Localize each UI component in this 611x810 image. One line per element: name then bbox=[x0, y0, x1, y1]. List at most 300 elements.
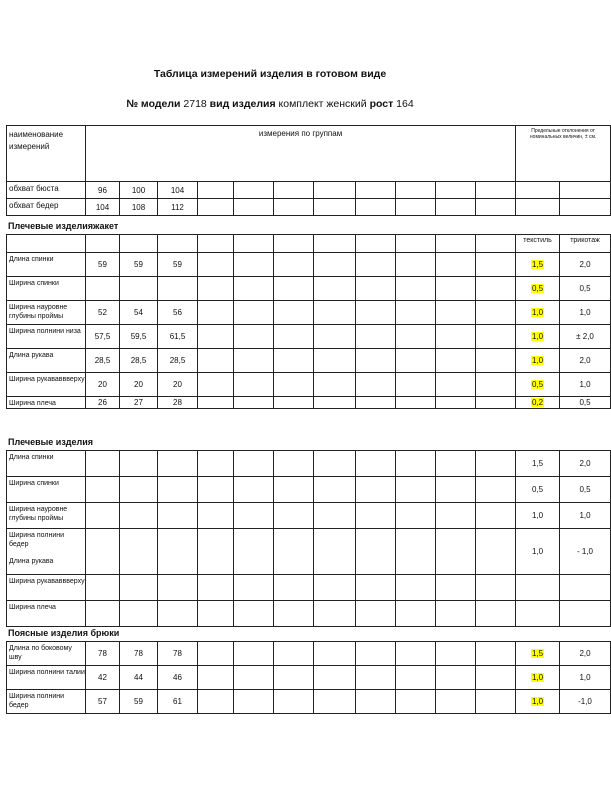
row-label bbox=[7, 575, 86, 601]
empty-cell bbox=[198, 301, 234, 325]
row-label bbox=[7, 325, 86, 349]
empty-cell bbox=[476, 349, 516, 373]
knit-tolerance-cell: - 1,0 bbox=[560, 529, 611, 575]
empty-cell bbox=[274, 325, 314, 349]
empty-cell bbox=[396, 575, 436, 601]
value-cell: 112 bbox=[158, 199, 198, 216]
empty-cell bbox=[198, 529, 234, 575]
table-row bbox=[7, 690, 611, 714]
knit-tolerance-cell: ± 2,0 bbox=[560, 325, 611, 349]
empty-cell bbox=[274, 301, 314, 325]
empty-cell bbox=[274, 349, 314, 373]
empty-cell bbox=[356, 451, 396, 477]
row-label bbox=[7, 477, 86, 503]
row-label-text: Ширина полнини бедер bbox=[9, 532, 64, 548]
empty-cell bbox=[476, 642, 516, 666]
empty-cell bbox=[356, 503, 396, 529]
value-cell: 59,5 bbox=[120, 325, 158, 349]
empty-cell bbox=[396, 529, 436, 575]
empty-cell bbox=[86, 235, 120, 253]
empty-cell bbox=[396, 451, 436, 477]
value-cell: 100 bbox=[120, 182, 158, 199]
row-label bbox=[7, 666, 86, 690]
textile-tolerance: 0,5 bbox=[531, 284, 544, 293]
textile-tolerance-cell bbox=[516, 477, 560, 503]
knit-tolerance-cell: 2,0 bbox=[560, 349, 611, 373]
model-number: 2718 bbox=[183, 98, 207, 110]
empty-cell bbox=[7, 235, 86, 253]
knit-tolerance-cell: 0,5 bbox=[560, 277, 611, 301]
empty-cell bbox=[314, 529, 356, 575]
empty-cell bbox=[436, 451, 476, 477]
knit-tolerance-cell: 1,0 bbox=[560, 373, 611, 397]
value-cell: 78 bbox=[120, 642, 158, 666]
knit-header: трикотаж bbox=[560, 235, 611, 253]
value-cell: 28 bbox=[158, 397, 198, 409]
empty-cell bbox=[356, 373, 396, 397]
value-cell bbox=[158, 277, 198, 301]
value-cell: 42 bbox=[86, 666, 120, 690]
measurements-table bbox=[6, 450, 611, 627]
empty-cell bbox=[234, 690, 274, 714]
empty-cell bbox=[234, 503, 274, 529]
knit-tolerance-cell bbox=[560, 601, 611, 627]
textile-tolerance: 1,0 bbox=[531, 308, 544, 317]
empty-cell bbox=[274, 277, 314, 301]
empty-cell bbox=[436, 575, 476, 601]
header-name-cell: наименование измерений bbox=[7, 126, 86, 182]
empty-cell bbox=[356, 235, 396, 253]
row-label-text: Ширина рукававвверху bbox=[9, 578, 85, 585]
empty-cell bbox=[314, 349, 356, 373]
empty-cell bbox=[356, 325, 396, 349]
value-cell bbox=[86, 477, 120, 503]
textile-tolerance-cell bbox=[516, 373, 560, 397]
empty-cell bbox=[314, 235, 356, 253]
empty-cell bbox=[314, 642, 356, 666]
empty-cell bbox=[476, 690, 516, 714]
table-row bbox=[7, 529, 611, 575]
empty-cell bbox=[274, 477, 314, 503]
empty-cell bbox=[198, 349, 234, 373]
type-label: вид изделия bbox=[209, 98, 276, 110]
empty-cell bbox=[476, 503, 516, 529]
value-cell bbox=[86, 601, 120, 627]
value-cell: 61,5 bbox=[158, 325, 198, 349]
section-title: Поясные изделия брюки bbox=[8, 628, 120, 638]
empty-cell bbox=[436, 373, 476, 397]
textile-tolerance: 0,5 bbox=[531, 485, 544, 494]
table-row bbox=[7, 182, 611, 199]
empty-cell bbox=[476, 529, 516, 575]
empty-cell bbox=[198, 503, 234, 529]
value-cell: 96 bbox=[86, 182, 120, 199]
empty-cell bbox=[234, 325, 274, 349]
empty-cell bbox=[436, 529, 476, 575]
empty-cell bbox=[436, 253, 476, 277]
table-row bbox=[7, 666, 611, 690]
row-label-text: Ширина плеча bbox=[9, 400, 56, 407]
empty-cell bbox=[396, 666, 436, 690]
empty-cell bbox=[436, 325, 476, 349]
empty-cell bbox=[198, 325, 234, 349]
value-cell: 57 bbox=[86, 690, 120, 714]
header-table bbox=[6, 125, 611, 216]
empty-cell bbox=[476, 301, 516, 325]
empty-cell bbox=[436, 690, 476, 714]
textile-tolerance-cell bbox=[516, 575, 560, 601]
value-cell: 78 bbox=[158, 642, 198, 666]
empty-cell bbox=[436, 235, 476, 253]
empty-cell bbox=[198, 373, 234, 397]
empty-cell bbox=[234, 301, 274, 325]
textile-tolerance-cell bbox=[516, 529, 560, 575]
textile-tolerance-cell bbox=[516, 253, 560, 277]
empty-cell bbox=[198, 277, 234, 301]
value-cell: 52 bbox=[86, 301, 120, 325]
textile-tolerance-cell bbox=[516, 642, 560, 666]
empty-cell bbox=[396, 373, 436, 397]
model-info bbox=[0, 98, 540, 110]
empty-cell bbox=[356, 253, 396, 277]
empty-cell bbox=[356, 642, 396, 666]
empty-cell bbox=[198, 666, 234, 690]
empty-cell bbox=[396, 397, 436, 409]
empty-cell bbox=[314, 301, 356, 325]
value-cell: 57,5 bbox=[86, 325, 120, 349]
value-cell bbox=[120, 277, 158, 301]
row-label bbox=[7, 601, 86, 627]
value-cell: 104 bbox=[158, 182, 198, 199]
row-label bbox=[7, 349, 86, 373]
row-label bbox=[7, 451, 86, 477]
empty-cell bbox=[356, 349, 396, 373]
empty-cell bbox=[274, 642, 314, 666]
knit-tolerance-cell: 2,0 bbox=[560, 642, 611, 666]
empty-cell bbox=[356, 529, 396, 575]
value-cell: 46 bbox=[158, 666, 198, 690]
document-title: Таблица измерений изделия в готовом виде bbox=[153, 68, 387, 80]
empty-cell bbox=[234, 373, 274, 397]
empty-cell bbox=[234, 529, 274, 575]
empty-cell bbox=[396, 642, 436, 666]
textile-tolerance: 1,0 bbox=[531, 547, 544, 556]
row-label: обхват бедер bbox=[7, 199, 86, 216]
empty-cell bbox=[234, 575, 274, 601]
value-cell: 59 bbox=[120, 690, 158, 714]
height-label: рост bbox=[369, 98, 394, 110]
empty-cell bbox=[476, 666, 516, 690]
value-cell: 59 bbox=[86, 253, 120, 277]
empty-cell bbox=[314, 477, 356, 503]
table-row bbox=[7, 601, 611, 627]
knit-tolerance-cell: 2,0 bbox=[560, 253, 611, 277]
empty-cell bbox=[274, 690, 314, 714]
empty-cell bbox=[476, 477, 516, 503]
value-cell: 104 bbox=[86, 199, 120, 216]
value-cell bbox=[120, 477, 158, 503]
empty-cell bbox=[396, 301, 436, 325]
empty-cell bbox=[436, 503, 476, 529]
empty-cell bbox=[436, 349, 476, 373]
table-row bbox=[7, 575, 611, 601]
empty-cell bbox=[356, 301, 396, 325]
value-cell: 27 bbox=[120, 397, 158, 409]
table-row bbox=[7, 397, 611, 409]
empty-cell bbox=[314, 601, 356, 627]
empty-cell bbox=[356, 666, 396, 690]
empty-cell bbox=[476, 601, 516, 627]
knit-tolerance-cell: 0,5 bbox=[560, 397, 611, 409]
knit-tolerance-cell: 2,0 bbox=[560, 451, 611, 477]
empty-cell bbox=[314, 373, 356, 397]
value-cell: 26 bbox=[86, 397, 120, 409]
empty-cell bbox=[274, 397, 314, 409]
row-label bbox=[7, 373, 86, 397]
value-cell: 44 bbox=[120, 666, 158, 690]
value-cell bbox=[158, 503, 198, 529]
measurements-table bbox=[6, 234, 611, 409]
row-label-text: Ширина науровне глубины проймы bbox=[9, 506, 68, 522]
row-label bbox=[7, 397, 86, 409]
empty-cell bbox=[396, 235, 436, 253]
empty-cell bbox=[274, 666, 314, 690]
textile-header: текстиль bbox=[516, 235, 560, 253]
empty-cell bbox=[314, 277, 356, 301]
empty-cell bbox=[476, 277, 516, 301]
textile-tolerance-cell bbox=[516, 666, 560, 690]
textile-tolerance-cell bbox=[516, 277, 560, 301]
empty-cell bbox=[396, 503, 436, 529]
value-cell: 28,5 bbox=[86, 349, 120, 373]
textile-tolerance: 1,0 bbox=[531, 356, 544, 365]
empty-cell bbox=[314, 253, 356, 277]
textile-tolerance-cell bbox=[516, 397, 560, 409]
value-cell bbox=[158, 575, 198, 601]
textile-tolerance-cell bbox=[516, 349, 560, 373]
textile-tolerance: 1,5 bbox=[531, 649, 544, 658]
empty-cell bbox=[234, 253, 274, 277]
empty-cell bbox=[436, 301, 476, 325]
empty-cell bbox=[476, 325, 516, 349]
row-label bbox=[7, 253, 86, 277]
table-row bbox=[7, 301, 611, 325]
empty-cell bbox=[234, 451, 274, 477]
textile-tolerance: 1,0 bbox=[531, 511, 544, 520]
empty-cell bbox=[356, 690, 396, 714]
textile-tolerance-cell bbox=[516, 301, 560, 325]
textile-tolerance: 1,5 bbox=[531, 459, 544, 468]
textile-tolerance: 1,5 bbox=[531, 260, 544, 269]
empty-cell bbox=[198, 575, 234, 601]
value-cell bbox=[158, 601, 198, 627]
column-header-row bbox=[7, 235, 611, 253]
header-groups-cell: измерения по группам bbox=[86, 126, 516, 182]
empty-cell bbox=[356, 277, 396, 301]
empty-cell bbox=[198, 690, 234, 714]
empty-cell bbox=[198, 253, 234, 277]
textile-tolerance: 1,0 bbox=[531, 697, 544, 706]
textile-tolerance: 1,0 bbox=[531, 332, 544, 341]
empty-cell bbox=[396, 601, 436, 627]
row-label bbox=[7, 277, 86, 301]
knit-tolerance-cell: 1,0 bbox=[560, 301, 611, 325]
empty-cell bbox=[120, 235, 158, 253]
empty-cell bbox=[476, 451, 516, 477]
empty-cell bbox=[314, 503, 356, 529]
section-title: Плечевые изделия bbox=[8, 437, 94, 447]
row-label bbox=[7, 503, 86, 529]
empty-cell bbox=[198, 477, 234, 503]
empty-cell bbox=[436, 477, 476, 503]
value-cell bbox=[86, 529, 120, 575]
empty-cell bbox=[314, 690, 356, 714]
textile-tolerance-cell bbox=[516, 325, 560, 349]
value-cell bbox=[120, 601, 158, 627]
empty-cell bbox=[436, 397, 476, 409]
empty-cell bbox=[476, 575, 516, 601]
value-cell: 78 bbox=[86, 642, 120, 666]
value-cell bbox=[120, 503, 158, 529]
value-cell: 61 bbox=[158, 690, 198, 714]
empty-cell bbox=[314, 666, 356, 690]
value-cell: 28,5 bbox=[120, 349, 158, 373]
empty-cell bbox=[314, 575, 356, 601]
value-cell bbox=[158, 451, 198, 477]
table-row bbox=[7, 325, 611, 349]
empty-cell bbox=[396, 477, 436, 503]
header-deviation-cell: Предельные отклонения от номинальных величин, ± см. bbox=[516, 126, 611, 182]
empty-cell bbox=[476, 235, 516, 253]
knit-tolerance-cell: 0,5 bbox=[560, 477, 611, 503]
row-label-text: Ширина плеча bbox=[9, 604, 56, 611]
empty-cell bbox=[314, 451, 356, 477]
empty-cell bbox=[476, 397, 516, 409]
row-label bbox=[7, 301, 86, 325]
value-cell: 56 bbox=[158, 301, 198, 325]
empty-cell bbox=[436, 277, 476, 301]
measurements-table bbox=[6, 641, 611, 714]
empty-cell bbox=[198, 235, 234, 253]
product-type: комплект женский bbox=[278, 98, 367, 110]
empty-cell bbox=[314, 397, 356, 409]
knit-tolerance-cell: 1,0 bbox=[560, 666, 611, 690]
row-label-text: Длина спинки bbox=[9, 454, 54, 461]
empty-cell bbox=[234, 477, 274, 503]
table-row bbox=[7, 277, 611, 301]
empty-cell bbox=[436, 601, 476, 627]
empty-cell bbox=[274, 575, 314, 601]
empty-cell bbox=[274, 601, 314, 627]
value-cell: 54 bbox=[120, 301, 158, 325]
table-row bbox=[7, 503, 611, 529]
empty-cell bbox=[234, 601, 274, 627]
row-label-text: Ширина полнини бедер bbox=[9, 693, 64, 709]
textile-tolerance: 0,5 bbox=[531, 380, 544, 389]
value-cell: 20 bbox=[158, 373, 198, 397]
row-label bbox=[7, 642, 86, 666]
value-cell bbox=[158, 477, 198, 503]
empty-cell bbox=[356, 477, 396, 503]
textile-tolerance-cell bbox=[516, 690, 560, 714]
empty-cell bbox=[234, 642, 274, 666]
empty-cell bbox=[198, 601, 234, 627]
empty-cell bbox=[274, 253, 314, 277]
table-row bbox=[7, 477, 611, 503]
empty-cell bbox=[158, 235, 198, 253]
empty-cell bbox=[396, 349, 436, 373]
value-cell bbox=[158, 529, 198, 575]
empty-cell bbox=[274, 235, 314, 253]
empty-cell bbox=[234, 397, 274, 409]
value-cell bbox=[120, 451, 158, 477]
textile-tolerance-cell bbox=[516, 451, 560, 477]
empty-cell bbox=[198, 397, 234, 409]
empty-cell bbox=[396, 253, 436, 277]
empty-cell bbox=[476, 373, 516, 397]
value-cell: 59 bbox=[120, 253, 158, 277]
value-cell bbox=[86, 277, 120, 301]
textile-tolerance-cell bbox=[516, 601, 560, 627]
empty-cell bbox=[356, 575, 396, 601]
section-title: Плечевые изделияжакет bbox=[8, 221, 119, 231]
value-cell bbox=[120, 529, 158, 575]
textile-tolerance: 0,2 bbox=[531, 398, 544, 407]
empty-cell bbox=[476, 253, 516, 277]
row-label-text: Ширина полнини низа bbox=[9, 328, 81, 335]
value-cell bbox=[86, 575, 120, 601]
row-label-text: Длина по боковому шву bbox=[9, 645, 72, 661]
knit-tolerance-cell: 1,0 bbox=[560, 503, 611, 529]
empty-cell bbox=[198, 451, 234, 477]
empty-cell bbox=[274, 503, 314, 529]
empty-cell bbox=[274, 373, 314, 397]
value-cell bbox=[86, 503, 120, 529]
model-label: № модели bbox=[126, 98, 181, 110]
knit-tolerance-cell bbox=[560, 575, 611, 601]
value-cell: 59 bbox=[158, 253, 198, 277]
row-label-text: Ширина рукававвверху bbox=[9, 376, 85, 383]
table-row bbox=[7, 349, 611, 373]
empty-cell bbox=[356, 397, 396, 409]
empty-cell bbox=[436, 666, 476, 690]
row-label-text: Длина рукава bbox=[9, 558, 54, 565]
row-label-text: Длина спинки bbox=[9, 256, 54, 263]
empty-cell bbox=[356, 601, 396, 627]
row-label-text: Длина рукава bbox=[9, 352, 54, 359]
textile-tolerance-cell bbox=[516, 503, 560, 529]
value-cell: 20 bbox=[120, 373, 158, 397]
height-value: 164 bbox=[396, 98, 414, 110]
empty-cell bbox=[274, 451, 314, 477]
empty-cell bbox=[234, 235, 274, 253]
empty-cell bbox=[396, 690, 436, 714]
row-label-text: Ширина полнини талии bbox=[9, 669, 85, 676]
empty-cell bbox=[234, 349, 274, 373]
table-row bbox=[7, 253, 611, 277]
row-label-text: Ширина спинки bbox=[9, 480, 59, 487]
empty-cell bbox=[234, 277, 274, 301]
empty-cell bbox=[234, 666, 274, 690]
row-label: обхват бюста bbox=[7, 182, 86, 199]
value-cell bbox=[120, 575, 158, 601]
value-cell: 108 bbox=[120, 199, 158, 216]
row-label bbox=[7, 690, 86, 714]
row-label-text: Ширина спинки bbox=[9, 280, 59, 287]
value-cell bbox=[86, 451, 120, 477]
value-cell: 20 bbox=[86, 373, 120, 397]
table-row bbox=[7, 451, 611, 477]
